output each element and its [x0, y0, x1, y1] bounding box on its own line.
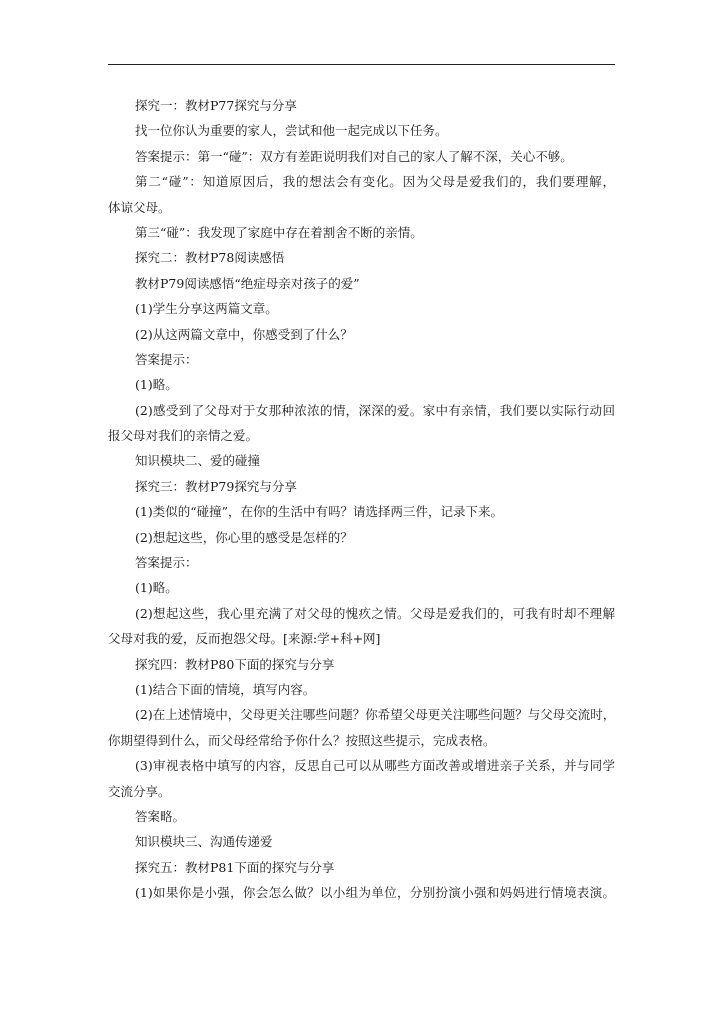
text-line: 交流分享。 [108, 783, 171, 799]
text-line: 找一位你认为重要的家人，尝试和他一起完成以下任务。 [135, 123, 448, 139]
text-line: 体谅父母。 [108, 199, 171, 215]
text-line: (1)类似的“碰撞”，在你的生活中有吗？请选择两三件，记录下来。 [135, 504, 503, 520]
text-line: 答案略。 [135, 808, 186, 824]
text-line: 探究二：教材P78阅读感悟 [135, 250, 285, 266]
text-line: 知识模块三、沟通传递爱 [135, 834, 273, 850]
text-line: (1)略。 [135, 377, 178, 393]
document-body [108, 93, 615, 906]
text-line: (1)学生分享这两篇文章。 [135, 301, 278, 317]
header-rule [108, 64, 615, 65]
text-line: (2)想起这些，我心里充满了对父母的愧疚之情。父母是爱我们的，可我有时却不理解 [135, 605, 615, 621]
text-line: 第二“碰”：知道原因后，我的想法会有变化。因为父母是爱我们的，我们要理解， [135, 174, 615, 190]
text-line: 你期望得到什么，而父母经常给予你什么？按照这些提示，完成表格。 [108, 732, 496, 748]
text-line: 答案提示：第一“碰”：双方有差距说明我们对自己的家人了解不深，关心不够。 [135, 148, 573, 164]
text-line: (3)审视表格中填写的内容，反思自己可以从哪些方面改善或增进亲子关系，并与同学 [135, 758, 615, 774]
text-line: 教材P79阅读感悟“绝症母亲对孩子的爱” [135, 275, 360, 291]
text-line: 知识模块二、爱的碰撞 [135, 453, 261, 469]
text-line: 父母对我的爱，反而抱怨父母。[来源:学+科+网] [108, 631, 381, 647]
text-line: (2)在上述情境中，父母更关注哪些问题？你希望父母更关注哪些问题？与父母交流时， [135, 707, 615, 723]
text-line: (2)感受到了父母对于女那种浓浓的情，深深的爱。家中有亲情，我们要以实际行动回 [135, 402, 615, 418]
text-line: 答案提示： [135, 555, 198, 571]
text-line: (2)从这两篇文章中，你感受到了什么？ [135, 326, 353, 342]
text-line: (1)结合下面的情境，填写内容。 [135, 681, 316, 697]
text-line: 探究一：教材P77探究与分享 [135, 98, 297, 113]
text-line: (2)想起这些，你心里的感受是怎样的？ [135, 529, 353, 545]
text-line: 第三“碰”：我发现了家庭中存在着割舍不断的亲情。 [135, 224, 423, 240]
text-line: 报父母对我们的亲情之爱。 [108, 428, 259, 444]
text-line: (1)略。 [135, 580, 178, 596]
text-line: 探究三：教材P79探究与分享 [135, 478, 297, 494]
text-line: 探究五：教材P81下面的探究与分享 [135, 859, 335, 875]
text-line: 探究四：教材P80下面的探究与分享 [135, 656, 335, 672]
text-line: 答案提示： [135, 351, 198, 367]
text-line: (1)如果你是小强，你会怎么做？以小组为单位，分别扮演小强和妈妈进行情境表演。 [135, 885, 615, 901]
